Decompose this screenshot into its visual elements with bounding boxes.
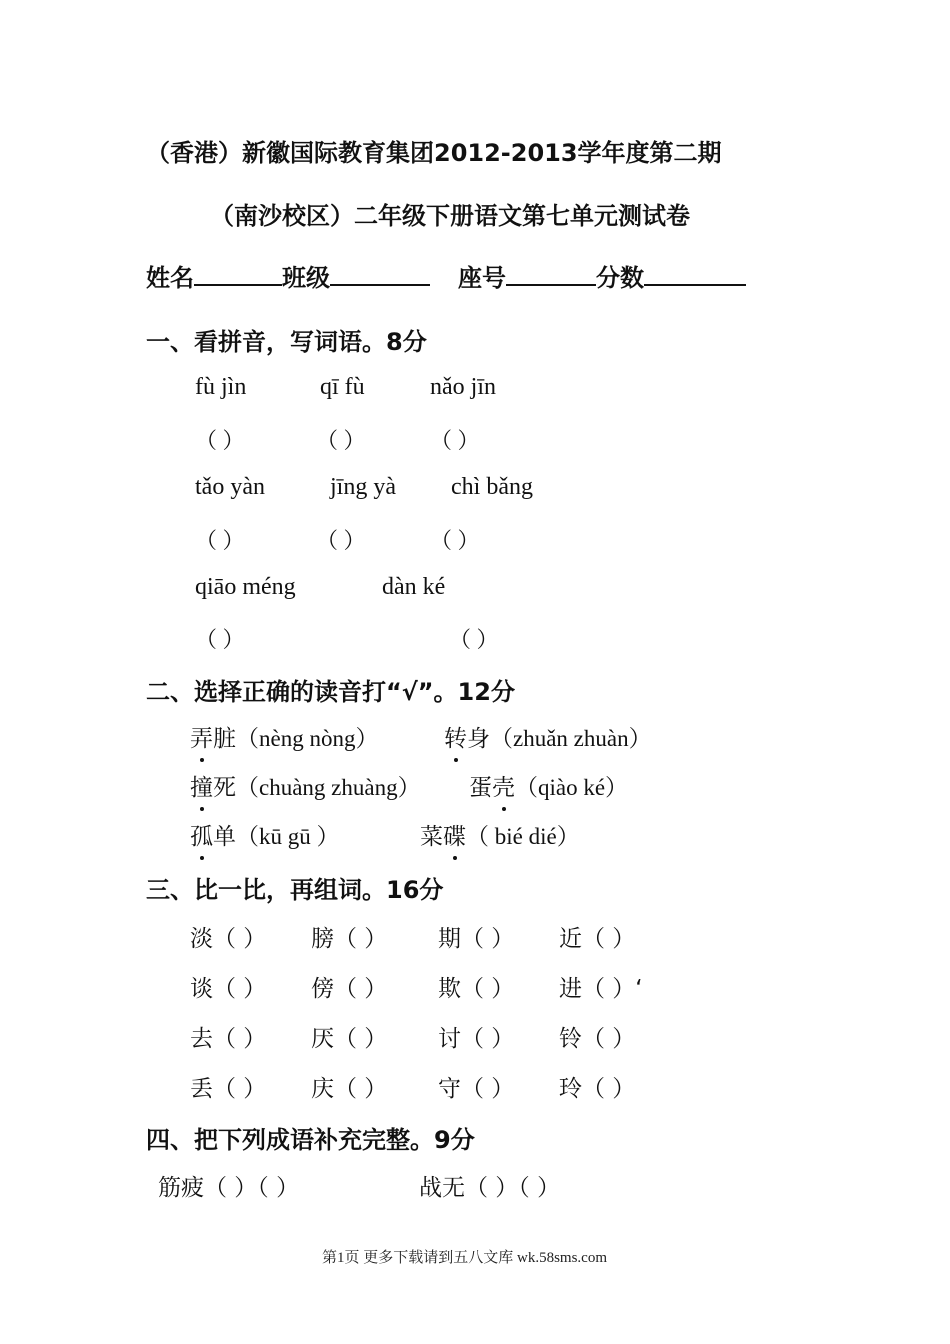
pronunciation-item: 转身（zhuǎn zhuàn）	[444, 720, 652, 753]
pronunciation-item: 孤单（kū gū ）	[190, 818, 340, 851]
compare-item: 庆（ ）	[311, 1076, 388, 1102]
pinyin-item: qiāo méng	[195, 574, 296, 600]
pronunciation-item: 蛋壳（qiào ké）	[469, 769, 628, 802]
answer-blank: （ ）	[316, 428, 366, 453]
dotted-char: 转	[444, 720, 467, 753]
pronunciation-item: 弄脏（nèng nòng）	[190, 720, 378, 753]
compare-item: 近（ ）	[559, 926, 636, 952]
compare-item: 傍（ ）	[311, 976, 388, 1002]
student-info-row	[146, 258, 746, 293]
idiom-item: 筋疲（ ）（ ）	[158, 1175, 300, 1201]
pronunciation-item: 菜碟（ bié dié）	[420, 818, 580, 851]
compare-item: 欺（ ）	[438, 976, 515, 1002]
class-blank	[330, 283, 430, 286]
name-label: 姓名	[146, 264, 194, 292]
compare-item: 期（ ）	[438, 926, 515, 952]
dotted-char: 弄	[190, 720, 213, 753]
title-line-1: （香港）新徽国际教育集团2012-2013学年度第二期	[146, 139, 722, 167]
score-blank	[644, 283, 746, 286]
answer-blank: （ ）	[195, 428, 245, 453]
pinyin-options: （qiào ké）	[515, 775, 629, 800]
page-footer: 第1页 更多下载请到五八文库 wk.58sms.com	[322, 1250, 608, 1266]
section-4-heading: 四、把下列成语补充完整。9分	[146, 1126, 475, 1154]
title-line-2: （南沙校区）二年级下册语文第七单元测试卷	[210, 202, 690, 230]
pinyin-item: nǎo jīn	[430, 374, 496, 400]
pinyin-item: jīng yà	[330, 474, 396, 500]
compare-item: 去（ ）	[190, 1026, 267, 1052]
pinyin-item: chì bǎng	[451, 474, 533, 500]
class-label: 班级	[282, 264, 330, 292]
compare-item: 讨（ ）	[438, 1026, 515, 1052]
score-label: 分数	[596, 264, 644, 292]
answer-blank: （ ）	[430, 428, 480, 453]
pinyin-item: dàn ké	[382, 574, 446, 600]
idiom-item: 战无（ ）（ ）	[419, 1175, 561, 1201]
compare-item: 谈（ ）	[190, 976, 267, 1002]
dotted-char: 壳	[492, 769, 515, 802]
compare-item: 丢（ ）	[190, 1076, 267, 1102]
pinyin-item: fù jìn	[195, 374, 247, 400]
seat-blank	[506, 283, 596, 286]
answer-blank: （ ）	[195, 528, 245, 553]
pinyin-options: （zhuǎn zhuàn）	[490, 726, 652, 751]
answer-blank-wide: （ ）	[195, 627, 245, 652]
answer-blank: （ ）	[316, 528, 366, 553]
pinyin-options: （ bié dié）	[466, 824, 580, 849]
section-1-heading: 一、看拼音，写词语。8分	[146, 328, 427, 356]
seat-label: 座号	[458, 264, 506, 292]
answer-blank: （ ）	[430, 528, 480, 553]
pinyin-item: tǎo yàn	[195, 474, 265, 500]
compare-item: 厌（ ）	[311, 1026, 388, 1052]
pinyin-item: qī fù	[320, 374, 365, 400]
compare-item: 淡（ ）	[190, 926, 267, 952]
compare-item: 铃（ ）	[559, 1026, 636, 1052]
compare-item: 进（ ）‘	[559, 976, 643, 1002]
dotted-char: 撞	[190, 769, 213, 802]
pinyin-options: （chuàng zhuàng）	[236, 775, 421, 800]
dotted-char: 孤	[190, 818, 213, 851]
compare-item: 守（ ）	[438, 1076, 515, 1102]
name-blank	[194, 283, 282, 286]
section-2-heading: 二、选择正确的读音打“√”。12分	[146, 678, 515, 706]
dotted-char: 碟	[443, 818, 466, 851]
pinyin-options: （nèng nòng）	[236, 726, 379, 751]
compare-item: 膀（ ）	[311, 926, 388, 952]
pinyin-options: （kū gū ）	[236, 824, 340, 849]
answer-blank-wide: （ ）	[449, 627, 499, 652]
compare-item: 玲（ ）	[559, 1076, 636, 1102]
pronunciation-item: 撞死（chuàng zhuàng）	[190, 769, 421, 802]
section-3-heading: 三、比一比，再组词。16分	[146, 876, 444, 904]
